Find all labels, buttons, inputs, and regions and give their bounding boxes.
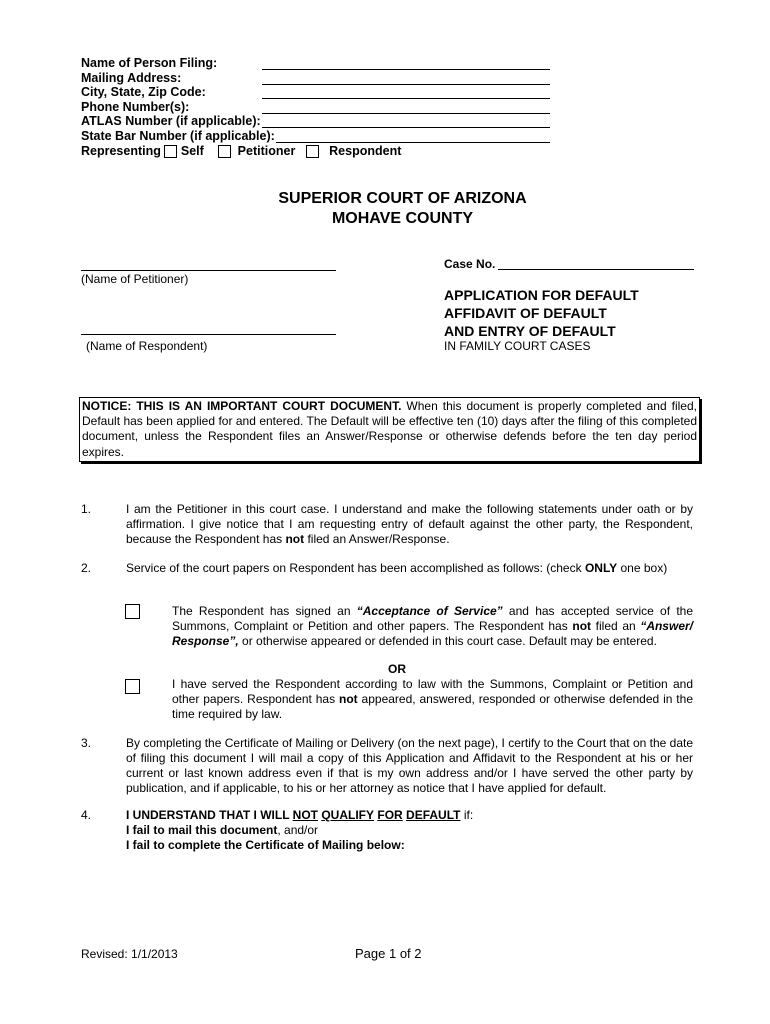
- notice-body: When this document is properly completed and filed, Default has been applied for and entered. The Default will be effective ten (10) days after the filing of this completed document, unless the Respondent files an Answer/Response or otherwise defends before the ten day period expires.: [82, 399, 697, 459]
- document-title: [444, 286, 639, 340]
- option-1-answer: “Answer/ Response”,: [172, 619, 693, 648]
- title-line-3: AND ENTRY OF DEFAULT: [444, 323, 616, 339]
- option-1-b: and has accepted service of the Summons, Complaint or Petition and other papers. The Respondent has: [172, 604, 694, 633]
- respondent-label: Respondent: [329, 143, 402, 158]
- notice-box: [79, 397, 700, 462]
- filer-atlas-field[interactable]: [262, 116, 550, 128]
- filer-bar-label: State Bar Number (if applicable):: [81, 128, 275, 143]
- item-4-number: 4.: [81, 808, 92, 822]
- petitioner-name-field[interactable]: [81, 270, 336, 271]
- acceptance-of-service-checkbox[interactable]: [125, 604, 140, 619]
- respondent-caption: (Name of Respondent): [86, 339, 208, 353]
- item-4-default: DEFAULT: [406, 808, 461, 822]
- filer-address-field[interactable]: [262, 73, 550, 85]
- filer-phone-field[interactable]: [262, 102, 550, 114]
- option-1-a: The Respondent has signed an: [172, 604, 357, 618]
- self-label: Self: [180, 143, 204, 158]
- item-2-number: 2.: [81, 561, 92, 575]
- document-subtitle: IN FAMILY COURT CASES: [444, 339, 591, 353]
- case-no-label: Case No.: [444, 257, 496, 271]
- option-2-bold: not: [339, 692, 358, 706]
- item-2-bold: ONLY: [584, 561, 618, 575]
- representing-label: Representing: [81, 143, 161, 158]
- option-1-d: or otherwise appeared or defended in this court case. Default may be entered.: [238, 634, 657, 648]
- filer-name-label: Name of Person Filing:: [81, 56, 218, 70]
- item-4-andor: , and/or: [277, 823, 319, 837]
- page-number: Page 1 of 2: [355, 946, 422, 961]
- option-1-bold: not: [572, 619, 592, 633]
- item-1-text-a: I am the Petitioner in this court case. I understand and make the following statements under oath or by affirmation. I give notice that I am requesting entry of default against the other party, the Respondent, because the Respondent has: [126, 502, 693, 546]
- case-no-field[interactable]: [498, 258, 694, 270]
- item-4-fail-mail: I fail to mail this document: [126, 823, 278, 837]
- item-4-lead: I UNDERSTAND THAT I WILL: [126, 808, 293, 822]
- petitioner-label: Petitioner: [237, 143, 296, 158]
- filer-phone-label: Phone Number(s):: [81, 99, 190, 114]
- item-3-text: By completing the Certificate of Mailing or Delivery (on the next page), I certify to the Court that on the date of filing this document I will mail a copy of this Application and Affidavit to the Respondent at his or her current or last known address even if that is my own address and/or I have served the other party by publication, and if applicable, to his or her attorney as notice that I have applied for default.: [126, 736, 693, 795]
- petitioner-checkbox[interactable]: [218, 145, 231, 158]
- court-name: SUPERIOR COURT OF ARIZONA: [278, 190, 527, 207]
- item-1-text: [126, 502, 693, 547]
- item-4-not: NOT: [292, 808, 318, 822]
- respondent-checkbox[interactable]: [306, 145, 319, 158]
- notice-heading: NOTICE: THIS IS AN IMPORTANT COURT DOCUMENT.: [82, 399, 402, 413]
- item-3-number: 3.: [81, 736, 92, 750]
- served-respondent-checkbox[interactable]: [125, 679, 140, 694]
- option-1-c: filed an: [591, 619, 641, 633]
- filer-city-label: City, State, Zip Code:: [81, 85, 206, 99]
- title-line-2: AFFIDAVIT OF DEFAULT: [444, 305, 607, 321]
- option-1-acceptance: “Acceptance of Service”: [356, 604, 503, 618]
- item-4-if: if:: [460, 808, 474, 822]
- item-2-text-a: Service of the court papers on Respondent has been accomplished as follows: (check: [126, 561, 585, 575]
- item-2-text: [126, 561, 693, 576]
- representing-row: [81, 144, 401, 159]
- item-4-text: [126, 808, 473, 853]
- or-separator: OR: [388, 662, 406, 676]
- court-county: MOHAVE COUNTY: [331, 210, 474, 227]
- option-2-b: appeared, answered, responded or otherwise defended in the time required by law.: [172, 692, 693, 721]
- item-1-number: 1.: [81, 502, 92, 516]
- item-4-line-3: I fail to complete the Certificate of Mailing below:: [126, 838, 405, 852]
- item-4-line-2: [126, 823, 473, 838]
- filer-city-field[interactable]: [262, 87, 550, 99]
- respondent-name-field[interactable]: [81, 334, 336, 335]
- revised-date: Revised: 1/1/2013: [81, 947, 178, 961]
- option-2-a: I have served the Respondent according to law with the Summons, Complaint or Petition and other papers. Respondent has: [172, 677, 693, 706]
- item-1-bold: not: [285, 532, 305, 546]
- petitioner-caption: (Name of Petitioner): [81, 272, 189, 286]
- item-4-for: FOR: [377, 808, 403, 822]
- filer-bar-field[interactable]: [276, 131, 550, 143]
- self-checkbox[interactable]: [164, 145, 177, 158]
- option-2-text: [172, 677, 693, 722]
- filer-atlas-label: ATLAS Number (if applicable):: [81, 114, 261, 128]
- item-4-line-1: [126, 808, 473, 823]
- option-1-text: [172, 604, 693, 649]
- filer-address-label: Mailing Address:: [81, 70, 182, 85]
- filer-name-field[interactable]: [262, 58, 550, 70]
- item-4-qualify: QUALIFY: [321, 808, 375, 822]
- title-line-1: APPLICATION FOR DEFAULT: [444, 287, 639, 303]
- item-2-text-b: one box): [617, 561, 668, 575]
- item-1-text-b: filed an Answer/Response.: [304, 532, 450, 546]
